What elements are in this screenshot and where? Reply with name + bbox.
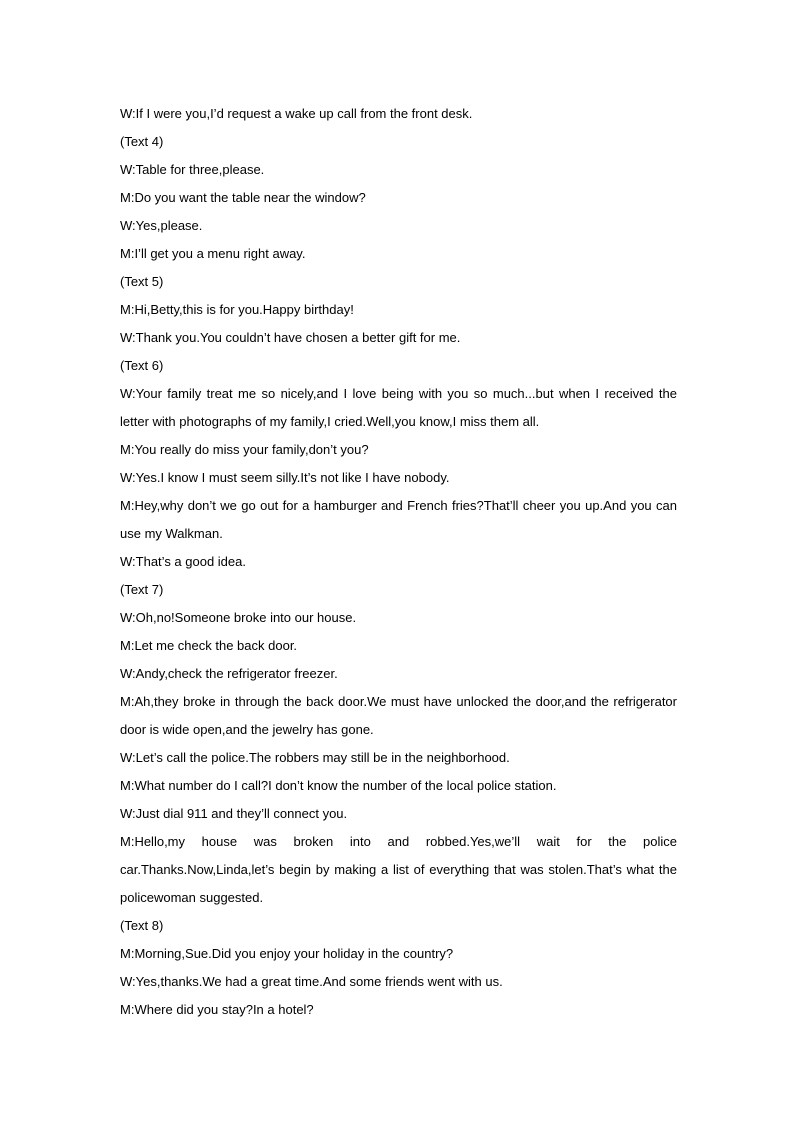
transcript-line: W:Andy,check the refrigerator freezer.: [120, 666, 338, 681]
section-heading-text-6: (Text 6): [120, 358, 164, 373]
transcript-line: W:Your family treat me so nicely,and I love being with you so much...but when I received the: [120, 386, 677, 401]
transcript-line: car.Thanks.Now,Linda,let’s begin by making a list of everything that was stolen.That’s what the: [120, 862, 677, 877]
transcript-body: [120, 100, 677, 1024]
transcript-line: W:Just dial 911 and they’ll connect you.: [120, 806, 348, 821]
transcript-line: M:Hi,Betty,this is for you.Happy birthday!: [120, 302, 354, 317]
section-heading-text-7: (Text 7): [120, 582, 164, 597]
transcript-line: M:Hello,my house was broken into and robbed.Yes,we’ll wait for the police: [120, 834, 677, 849]
transcript-line: W:If I were you,I’d request a wake up call from the front desk.: [120, 106, 473, 121]
transcript-line: M:I’ll get you a menu right away.: [120, 246, 306, 261]
transcript-line: M:Do you want the table near the window?: [120, 190, 366, 205]
transcript-line: letter with photographs of my family,I cried.Well,you know,I miss them all.: [120, 414, 540, 429]
section-heading-text-8: (Text 8): [120, 918, 164, 933]
transcript-line: M:What number do I call?I don’t know the number of the local police station.: [120, 778, 557, 793]
transcript-line: W:Let’s call the police.The robbers may still be in the neighborhood.: [120, 750, 510, 765]
section-heading-text-4: (Text 4): [120, 134, 164, 149]
transcript-line: policewoman suggested.: [120, 890, 264, 905]
section-heading-text-5: (Text 5): [120, 274, 164, 289]
transcript-line: W:That’s a good idea.: [120, 554, 246, 569]
transcript-line: M:Hey,why don’t we go out for a hamburger and French fries?That’ll cheer you up.And you can: [120, 498, 677, 513]
transcript-line: W:Yes.I know I must seem silly.It’s not like I have nobody.: [120, 470, 450, 485]
transcript-line: W:Table for three,please.: [120, 162, 265, 177]
transcript-line: M:Ah,they broke in through the back door.We must have unlocked the door,and the refrigerator: [120, 694, 677, 709]
transcript-line: M:Morning,Sue.Did you enjoy your holiday in the country?: [120, 946, 454, 961]
transcript-line: use my Walkman.: [120, 526, 223, 541]
transcript-line: W:Yes,thanks.We had a great time.And some friends went with us.: [120, 974, 503, 989]
transcript-line: W:Thank you.You couldn’t have chosen a better gift for me.: [120, 330, 461, 345]
transcript-line: M:Where did you stay?In a hotel?: [120, 1002, 314, 1017]
transcript-line: door is wide open,and the jewelry has gone.: [120, 722, 374, 737]
transcript-line: W:Yes,please.: [120, 218, 203, 233]
transcript-line: W:Oh,no!Someone broke into our house.: [120, 610, 357, 625]
transcript-line: M:You really do miss your family,don’t you?: [120, 442, 369, 457]
transcript-line: M:Let me check the back door.: [120, 638, 298, 653]
